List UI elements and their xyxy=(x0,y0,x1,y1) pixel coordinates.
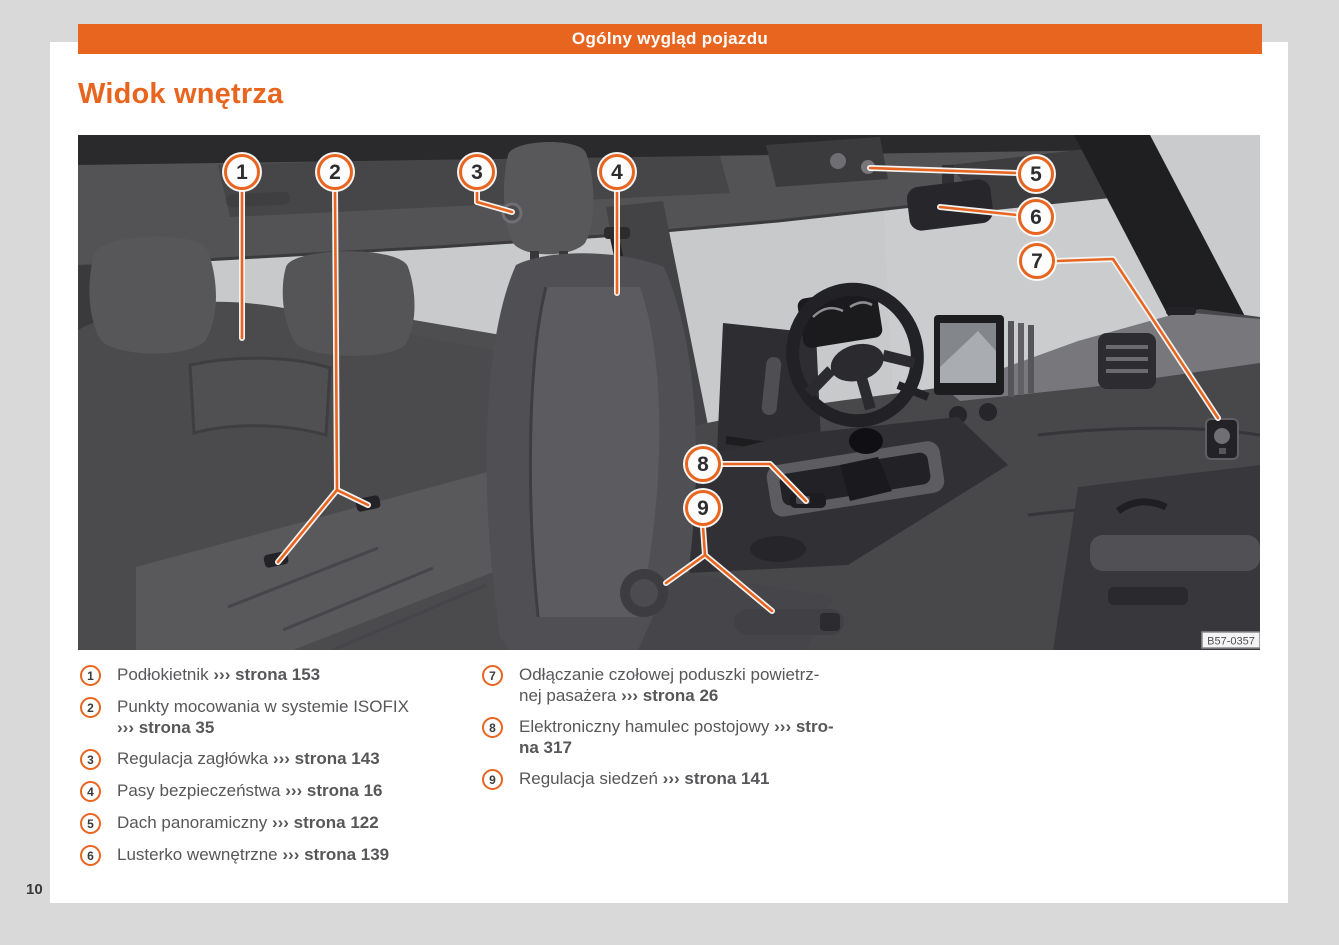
callout-7: 7 xyxy=(1019,243,1055,279)
legend-page-reference: ››› strona 153 xyxy=(213,665,321,684)
legend-page-reference: ››› strona 143 xyxy=(272,749,380,768)
chapter-header-title: Ogólny wygląd pojazdu xyxy=(571,29,769,48)
legend-page-reference: ››› stro- xyxy=(774,717,834,736)
legend-item-text xyxy=(519,716,834,758)
legend-label: Punkty mocowania w systemie ISOFIX xyxy=(117,697,409,716)
legend-left-column xyxy=(80,664,480,876)
legend-page-reference: ››› strona 122 xyxy=(271,813,379,832)
legend-item-text xyxy=(117,664,320,686)
section-title: Widok wnętrza xyxy=(78,78,284,110)
legend-item-number: 3 xyxy=(80,749,101,770)
legend-label: Dach panoramiczny xyxy=(117,813,272,832)
legend-label: Regulacja zagłówka xyxy=(117,749,273,768)
legend-page-reference: ››› strona 26 xyxy=(621,686,719,705)
legend-item-8 xyxy=(482,716,882,758)
legend-page-reference: ››› strona 16 xyxy=(285,781,383,800)
legend-item-number: 5 xyxy=(80,813,101,834)
legend-label: Elektroniczny hamulec postojowy xyxy=(519,717,775,736)
legend-label: Pasy bezpieczeństwa xyxy=(117,781,286,800)
legend-item-text xyxy=(117,748,380,770)
callout-9: 9 xyxy=(685,490,721,526)
legend-item-7 xyxy=(482,664,882,706)
callout-3: 3 xyxy=(459,154,495,190)
legend-item-number: 7 xyxy=(482,665,503,686)
callout-6: 6 xyxy=(1018,199,1054,235)
callout-1: 1 xyxy=(224,154,260,190)
legend-item-5 xyxy=(80,812,480,834)
legend-item-text xyxy=(117,844,389,866)
legend-label: Lusterko wewnętrzne xyxy=(117,845,283,864)
legend-page-reference: ››› strona 35 xyxy=(117,718,215,737)
legend-item-text xyxy=(117,696,409,738)
callout-8: 8 xyxy=(685,446,721,482)
legend-label: Odłączanie czołowej poduszki powietrz- xyxy=(519,665,820,684)
legend-label: Podłokietnik xyxy=(117,665,214,684)
callout-5: 5 xyxy=(1018,156,1054,192)
callout-4: 4 xyxy=(599,154,635,190)
legend-label: Regulacja siedzeń xyxy=(519,769,663,788)
legend-item-number: 2 xyxy=(80,697,101,718)
interior-figure xyxy=(78,135,1260,650)
legend-label: nej pasażera xyxy=(519,686,622,705)
car-interior-illustration xyxy=(78,135,1260,650)
legend-item-text xyxy=(519,664,819,706)
chapter-header-bar xyxy=(78,24,1262,54)
legend-item-text xyxy=(117,780,383,802)
legend-right-column xyxy=(482,664,882,800)
page-number: 10 xyxy=(26,881,43,898)
legend-item-9 xyxy=(482,768,882,790)
legend-page-reference: na 317 xyxy=(519,738,572,757)
legend-item-number: 8 xyxy=(482,717,503,738)
figure-code: B57-0357 xyxy=(1207,635,1255,648)
legend-item-3 xyxy=(80,748,480,770)
legend-item-6 xyxy=(80,844,480,866)
legend-item-number: 6 xyxy=(80,845,101,866)
legend-page-reference: ››› strona 139 xyxy=(282,845,390,864)
legend-item-number: 1 xyxy=(80,665,101,686)
legend-item-1 xyxy=(80,664,480,686)
legend-item-2 xyxy=(80,696,480,738)
callout-2: 2 xyxy=(317,154,353,190)
legend-item-number: 4 xyxy=(80,781,101,802)
legend-item-text xyxy=(519,768,769,790)
legend-item-number: 9 xyxy=(482,769,503,790)
legend-item-4 xyxy=(80,780,480,802)
legend-page-reference: ››› strona 141 xyxy=(662,769,770,788)
legend-item-text xyxy=(117,812,379,834)
